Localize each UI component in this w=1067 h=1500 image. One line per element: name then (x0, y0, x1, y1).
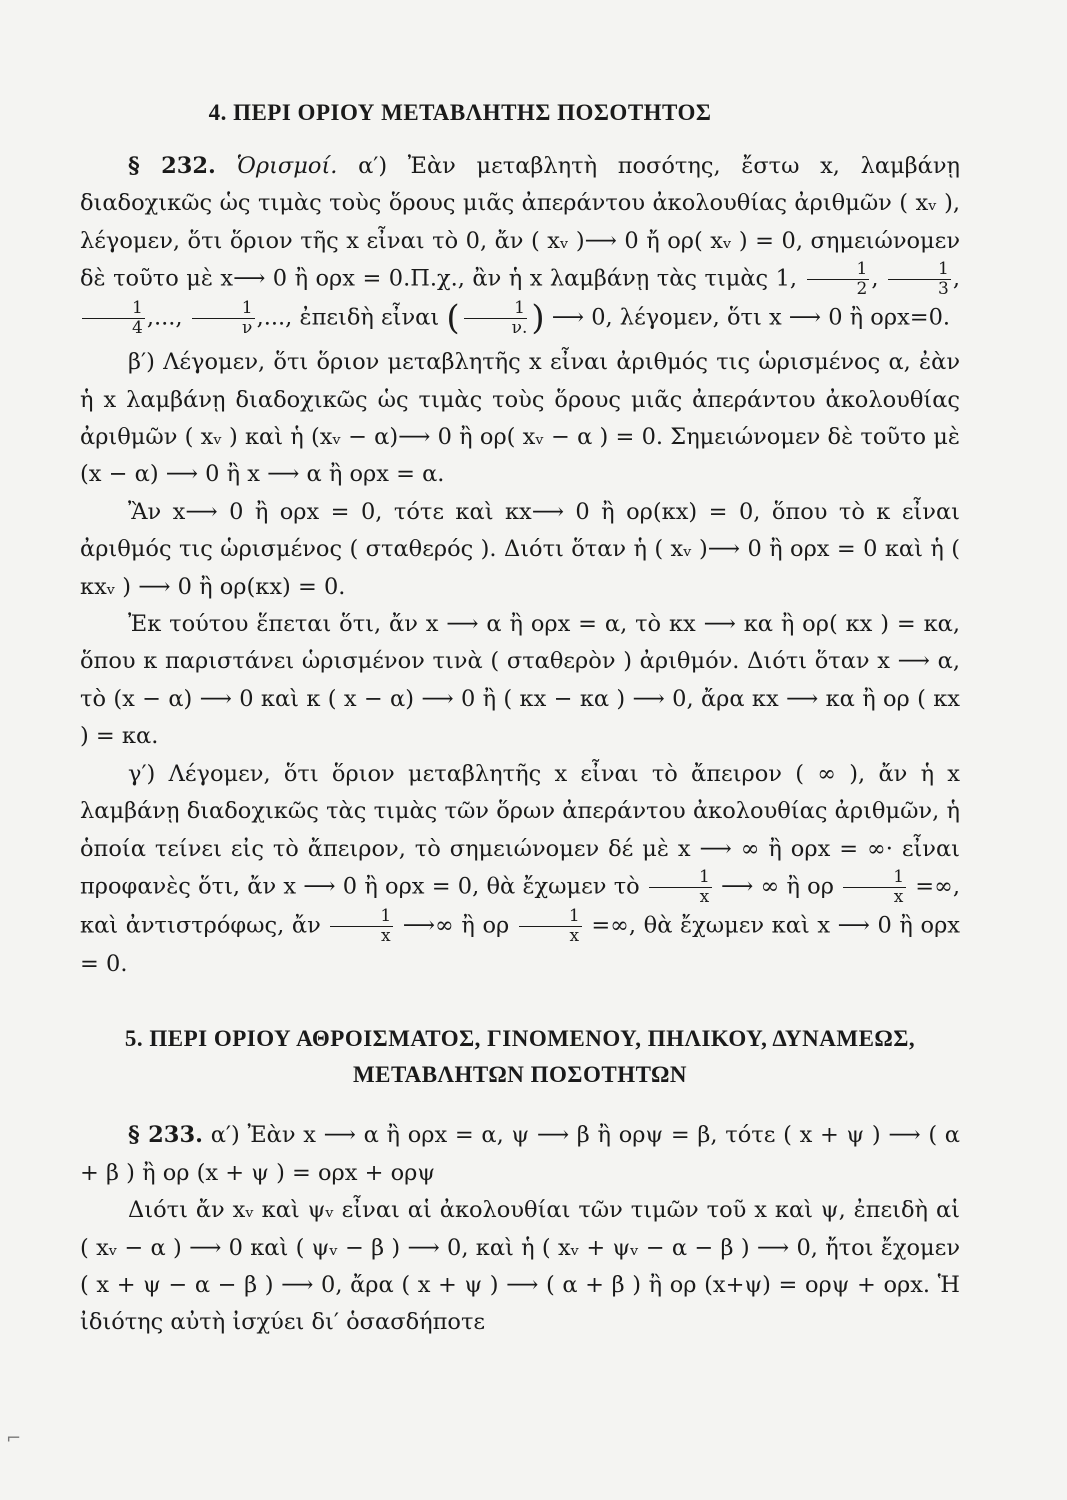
section-heading-4: 4. ΠΕΡΙ ΟΡΙΟΥ ΜΕΤΑΒΛΗΤΗΣ ΠΟΣΟΤΗΤΟΣ (208, 100, 712, 125)
left-paren: ( (446, 298, 460, 339)
fraction-one-over-x: $\frac{1}{x}$ (843, 868, 906, 907)
fraction-one-over-x: $\frac{1}{x}$ (649, 868, 712, 907)
paragraph-text: ⟶∞ ἢ ορ (402, 912, 510, 939)
fraction-one-over-x: $\frac{1}{x}$ (519, 907, 582, 946)
paragraph-text: γ′) Λέγομεν, ὅτι ὅριον μεταβλητῆς x εἶναι τὸ ἄπειρον ( ∞ ), ἄν ἡ x λαμβάνῃ διαδοχικῶς τὰς τιμὰς τῶν ὅρων ἀπεράντου ἀκολουθίας ἀριθμῶν, ἡ ὁποία τείνει εἰς τὸ ἄπειρον, τὸ σημειώνομεν δέ μὲ x ⟶ ∞ ἢ ορx = ∞· εἶναι προφανὲς ὅτι, ἄν x ⟶ 0 ἢ ορx = 0, θὰ ἔχωμεν τὸ (80, 760, 960, 900)
heading-line: ΜΕΤΑΒΛΗΤΩΝ ΠΟΣΟΤΗΤΩΝ (352, 1062, 688, 1088)
section-number-233: § 233. (128, 1122, 203, 1149)
fraction-one-over-nu: $\frac{1}{\nu}$ (192, 299, 255, 338)
separator: , (871, 265, 879, 292)
paragraph-text: ⟶ ∞ ἢ ορ (721, 873, 834, 900)
fraction-one-over-nu-paren: $\frac{1}{\nu.}$ (462, 299, 530, 338)
ellipsis: ,..., (146, 304, 183, 331)
fraction-one-third: $\frac{1}{3}$ (888, 260, 951, 299)
paragraph-232-beta: β′) Λέγομεν, ὅτι ὅριον μεταβλητῆς x εἶναι ἀριθμός τις ὡρισμένος α, ἐὰν ἡ x λαμβάνῃ διαδοχικῶς ὡς τιμὰς τοὺς ὅρους μιᾶς ἀπεράντου ἀκολουθίας ἀριθμῶν ( xᵥ ) καὶ ἡ (xᵥ − α)⟶ 0 ἢ ορ( xᵥ − α ) = 0. Σημειώνομεν δὲ τοῦτο μὲ (x − α) ⟶ 0 ἢ x ⟶ α ἢ ορx = α. (80, 349, 960, 488)
paragraph-233-proof: Διότι ἄν xᵥ καὶ ψᵥ εἶναι αἱ ἀκολουθίαι τῶν τιμῶν τοῦ x καὶ ψ, ἐπειδὴ αἱ ( xᵥ − α ) ⟶ 0 καὶ ( ψᵥ − β ) ⟶ 0, καὶ ἡ ( xᵥ + ψᵥ − α − β ) ⟶ 0, ἤτοι ἔχομεν ( x + ψ − α − β ) ⟶ 0, ἄρα ( x + ψ ) ⟶ ( α + β ) ἢ ορ (x+ψ) = ορψ + ορx. Ἡ ἰδιότης αὐτὴ ἰσχύει δι′ ὁσασδήποτε (80, 1197, 960, 1336)
section-title-definitions: Ὁρισμοί. (236, 153, 338, 179)
paragraph-text: =∞, καὶ ἀντιστρόφως, ἄν (80, 873, 960, 939)
fraction-one-half: $\frac{1}{2}$ (807, 260, 870, 299)
heading-line: 5. ΠΕΡΙ ΟΡΙΟΥ ΑΘΡΟΙΣΜΑΤΟΣ, ΓΙΝΟΜΕΝΟΥ, ΠΗΛΙΚΟΥ, ΔΥΝΑΜΕΩΣ, (124, 1026, 916, 1052)
paragraph-232-gamma (80, 756, 960, 984)
paragraph-text: ⟶ 0, λέγομεν, ὅτι x ⟶ 0 ἢ ορx=0. (551, 304, 951, 331)
paragraph-232-kx: Ἂν x⟶ 0 ἢ ορx = 0, τότε καὶ κx⟶ 0 ἢ ορ(κx) = 0, ὅπου τὸ κ εἶναι ἀριθμός τις ὡρισμένος ( σταθερός ). Διότι ὅταν ἡ ( xᵥ )⟶ 0 ἢ ορx = 0 καὶ ἡ ( κxᵥ ) ⟶ 0 ἢ ορ(κx) = 0. (80, 498, 960, 600)
fraction-one-quarter: $\frac{1}{4}$ (82, 299, 145, 338)
paragraph-232-consequence: Ἐκ τούτου ἕπεται ὅτι, ἄν x ⟶ α ἢ ορx = α, τὸ κx ⟶ κα ἢ ορ( κx ) = κα, ὅπου κ παριστάνει ὡρισμένον τινὰ ( σταθερὸν ) ἀριθμόν. Διότι ὅταν x ⟶ α, τὸ (x − α) ⟶ 0 καὶ κ ( x − α) ⟶ 0 ἢ ( κx − κα ) ⟶ 0, ἄρα κx ⟶ κα ἢ ορ ( κx ) = κα. (80, 611, 960, 750)
right-paren: ) (531, 298, 545, 339)
separator: , (952, 265, 960, 292)
section-number-232: § 232. (128, 153, 216, 179)
paragraph-text: α′) Ἐὰν μεταβλητὴ ποσότης, ἔστω x, λαμβάνῃ διαδοχικῶς ὡς τιμὰς τοὺς ὅρους μιᾶς ἀπεράντου ἀκολουθίας ἀριθμῶν ( xᵥ ), λέγομεν, ὅτι ὅριον τῆς x εἶναι τὸ 0, ἄν ( xᵥ )⟶ 0 ἤ ορ( xᵥ ) = 0, σημειώνομεν δὲ τοῦτο μὲ x⟶ 0 ἢ ορx = 0.Π.χ., ἂν ἡ x λαμβάνῃ τὰς τιμὰς 1, (80, 153, 961, 292)
section-heading-5 (80, 1021, 960, 1093)
paragraph-text: α′) Ἐὰν x ⟶ α ἢ ορx = α, ψ ⟶ β ἢ ορψ = β, τότε ( x + ψ ) ⟶ ( α + β ) ἢ ορ (x + ψ ) = ορx + ορψ (80, 1122, 961, 1186)
margin-mark-icon: ⌐ (6, 1428, 22, 1449)
paragraph-text: ,..., ἐπειδὴ εἶναι (256, 304, 440, 331)
paragraph-233-alpha (80, 1117, 960, 1192)
page-body (80, 100, 960, 1342)
paragraph-232-alpha (80, 148, 960, 338)
paragraph-text: =∞, θὰ ἔχωμεν καὶ x ⟶ 0 ἢ ορx = 0. (80, 912, 960, 977)
fraction-one-over-x: $\frac{1}{x}$ (330, 907, 393, 946)
